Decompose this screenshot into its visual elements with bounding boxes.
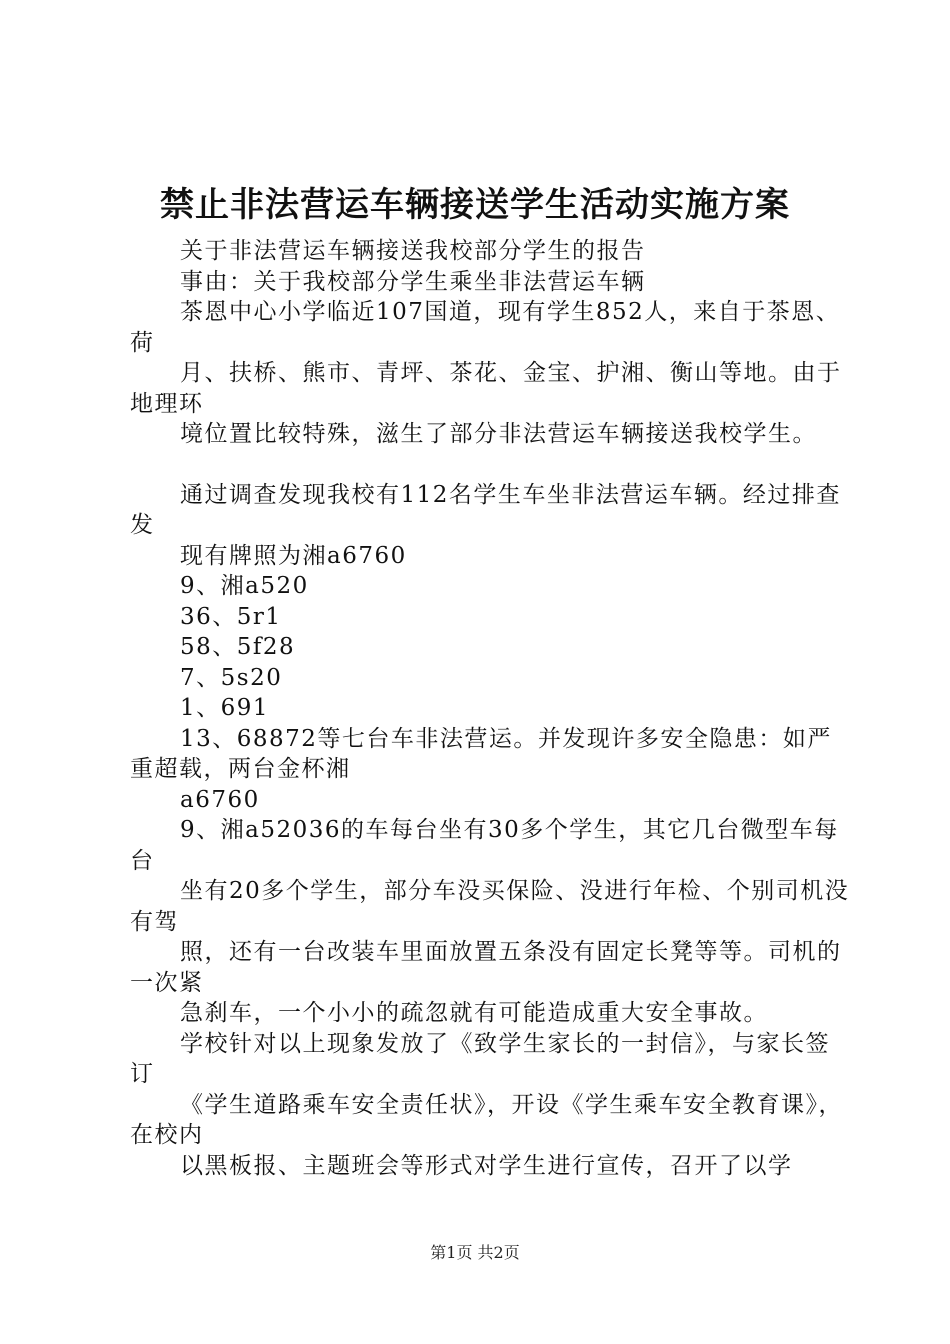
document-body	[130, 236, 850, 1181]
paragraph: 58、5f28	[180, 634, 296, 660]
paragraph: 7、5s20	[180, 664, 283, 691]
paragraph: 9、湘a520	[180, 573, 309, 599]
paragraph: 1、691	[180, 695, 270, 721]
paragraph: 境位置比较特殊，滋生了部分非法营运车辆接送我校学生。	[180, 421, 817, 447]
paragraph: 关于非法营运车辆接送我校部分学生的报告	[180, 238, 646, 264]
paragraph: 照，还有一台改装车里面放置五条没有固定长凳等等。司机的一次紧	[130, 939, 842, 996]
paragraph: 以黑板报、主题班会等形式对学生进行宣传，召开了以学	[180, 1152, 793, 1179]
paragraph: 事由：关于我校部分学生乘坐非法营运车辆	[180, 268, 646, 295]
page-number-footer: 第1页 共2页	[430, 1243, 520, 1262]
paragraph: 茶恩中心小学临近107国道，现有学生852人，来自于茶恩、荷	[130, 299, 841, 356]
paragraph: 现有牌照为湘a6760	[180, 542, 407, 569]
paragraph: 月、扶桥、熊市、青坪、茶花、金宝、护湘、衡山等地。由于地理环	[130, 360, 842, 417]
paragraph: 13、68872等七台车非法营运。并发现许多安全隐患：如严重超载，两台金杯湘	[130, 725, 832, 782]
paragraph: 急刹车，一个小小的疏忽就有可能造成重大安全事故。	[180, 1000, 768, 1026]
paragraph: 9、湘a52036的车每台坐有30多个学生，其它几台微型车每台	[130, 817, 839, 874]
paragraph: 学校针对以上现象发放了《致学生家长的一封信》，与家长签订	[130, 1030, 830, 1087]
paragraph: 坐有20多个学生，部分车没买保险、没进行年检、个别司机没有驾	[130, 878, 850, 935]
paragraph: 通过调查发现我校有112名学生车坐非法营运车辆。经过排查发	[130, 481, 841, 538]
paragraph: a6760	[180, 786, 260, 813]
document-title: 禁止非法营运车辆接送学生活动实施方案	[160, 185, 790, 225]
paragraph: 《学生道路乘车安全责任状》，开设《学生乘车安全教育课》，在校内	[130, 1091, 843, 1148]
paragraph: 36、5r1	[180, 603, 282, 630]
